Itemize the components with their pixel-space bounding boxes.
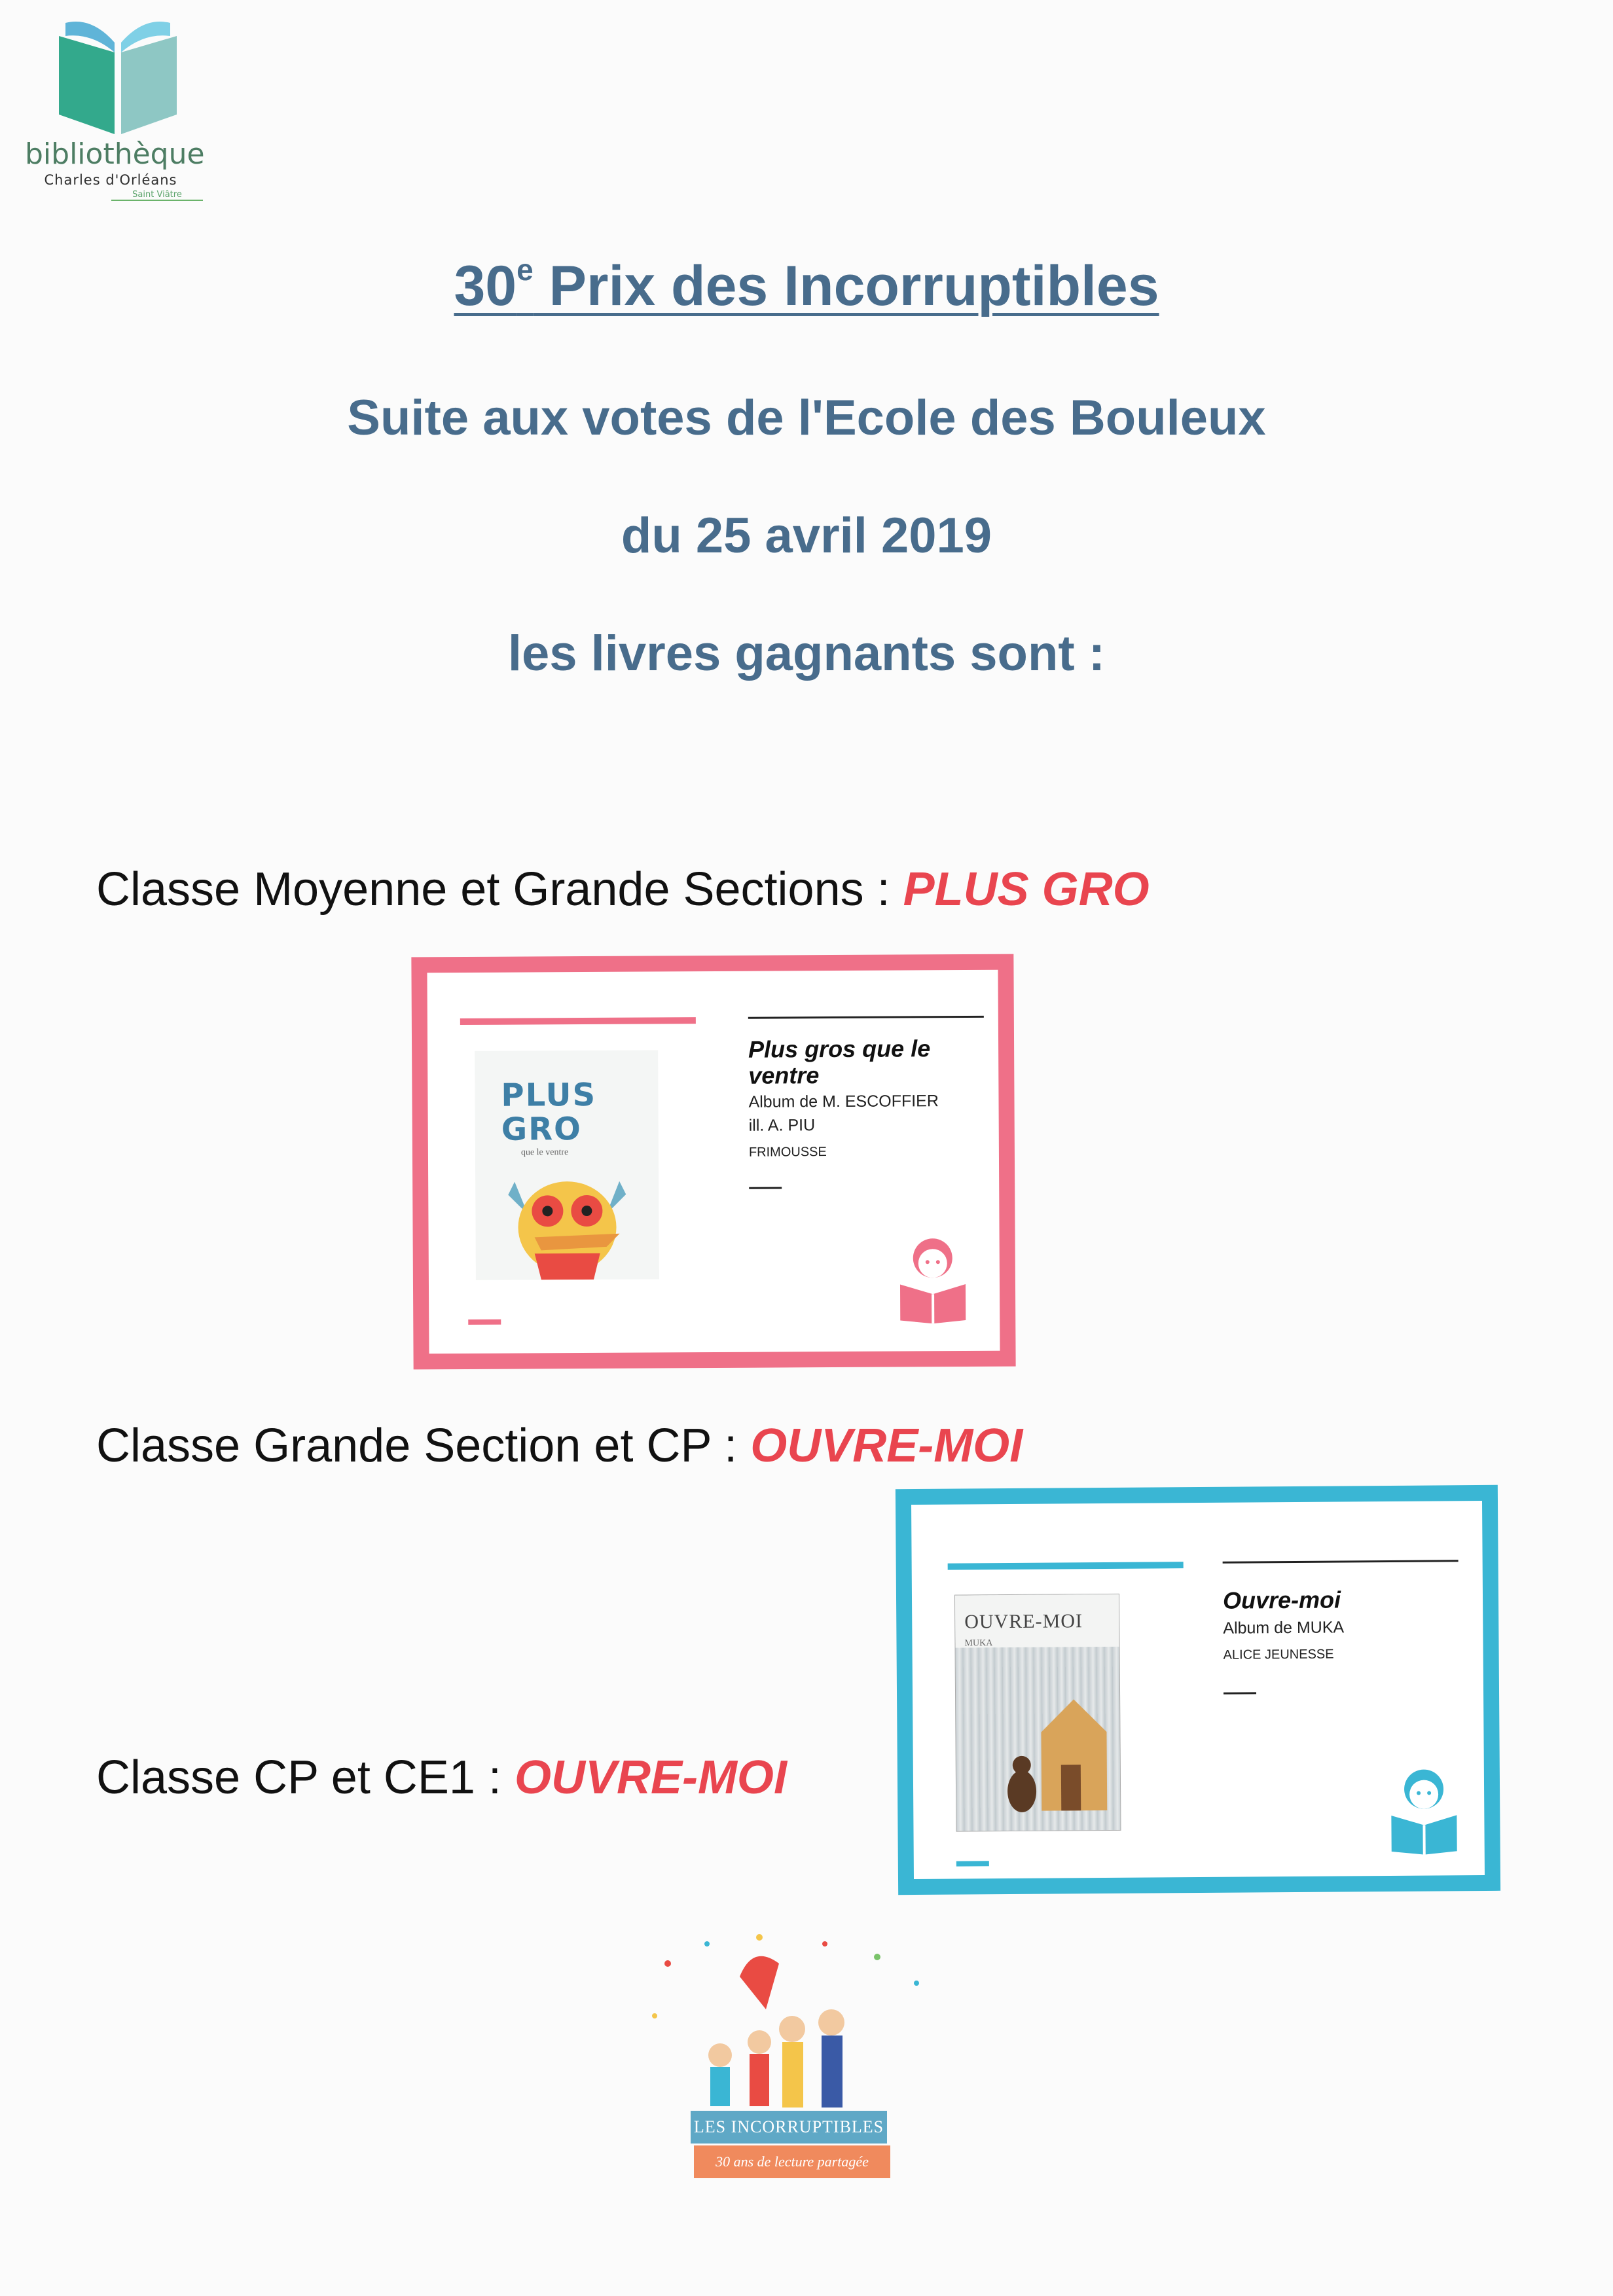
subtitle-votes: Suite aux votes de l'Ecole des Bouleux xyxy=(347,390,1266,446)
class-result-2 xyxy=(96,1419,1023,1473)
open-book-icon xyxy=(52,16,183,141)
class-label: Classe CP et CE1 : xyxy=(96,1751,515,1804)
reading-child-icon xyxy=(1385,1763,1464,1855)
book-card-plus-gros xyxy=(411,954,1015,1370)
library-town: Saint Viâtre xyxy=(111,190,203,201)
card-accent-bar xyxy=(948,1562,1184,1570)
subtitle-winners: les livres gagnants sont : xyxy=(507,626,1106,681)
book-card-ouvre-moi xyxy=(896,1485,1500,1895)
winner-title: OUVRE-MOI xyxy=(750,1420,1023,1472)
class-label: Classe Grande Section et CP : xyxy=(96,1420,751,1472)
book-publisher: ALICE JEUNESSE xyxy=(1223,1647,1334,1662)
winner-title: OUVRE-MOI xyxy=(514,1751,787,1804)
card-accent-bar xyxy=(460,1017,696,1025)
short-rule xyxy=(1223,1692,1256,1694)
title-rule xyxy=(748,1016,984,1019)
book-title: Plus gros que le ventre xyxy=(748,1035,931,1089)
book-author: Album de M. ESCOFFIER xyxy=(748,1092,939,1111)
book-cover xyxy=(475,1050,659,1280)
book-cover xyxy=(954,1594,1121,1832)
page-title xyxy=(0,252,1613,319)
class-result-1 xyxy=(96,863,1150,916)
cover-title-line2: GRO xyxy=(501,1111,583,1148)
card-accent-mark xyxy=(956,1861,989,1866)
library-word: bibliothèque xyxy=(25,137,205,171)
cover-subtitle: que le ventre xyxy=(520,1147,569,1158)
book-author: Album de MUKA xyxy=(1223,1618,1345,1638)
winner-title: PLUS GRO xyxy=(903,863,1150,916)
footer-logo-line2: 30 ans de lecture partagée xyxy=(694,2145,890,2178)
cover-author: MUKA xyxy=(964,1638,993,1649)
subtitle-date: du 25 avril 2019 xyxy=(621,508,992,564)
title-text: Prix des Incorruptibles xyxy=(533,255,1159,317)
class-label: Classe Moyenne et Grande Sections : xyxy=(96,863,903,916)
library-name: Charles d'Orléans xyxy=(44,172,177,188)
cover-title-line1: PLUS xyxy=(501,1076,597,1114)
incorruptibles-logo xyxy=(628,1924,956,2186)
card-accent-mark xyxy=(468,1319,501,1325)
footer-logo-line1: LES INCORRUPTIBLES xyxy=(691,2111,887,2144)
cover-title: OUVRE-MOI xyxy=(964,1610,1083,1633)
reading-child-icon xyxy=(894,1232,973,1324)
title-rule xyxy=(1223,1560,1459,1564)
book-publisher: FRIMOUSSE xyxy=(748,1145,827,1160)
title-number: 30 xyxy=(454,255,517,317)
book-title: Ouvre-moi xyxy=(1222,1586,1341,1614)
title-superscript: e xyxy=(517,253,534,287)
short-rule xyxy=(749,1187,782,1189)
library-logo xyxy=(20,16,205,213)
book-illustrator: ill. A. PIU xyxy=(748,1116,816,1135)
monster-illustration-icon xyxy=(495,1155,646,1280)
class-result-3 xyxy=(96,1751,787,1804)
house-and-bear-illustration-icon xyxy=(995,1686,1114,1818)
children-on-books-icon xyxy=(628,1924,956,2121)
